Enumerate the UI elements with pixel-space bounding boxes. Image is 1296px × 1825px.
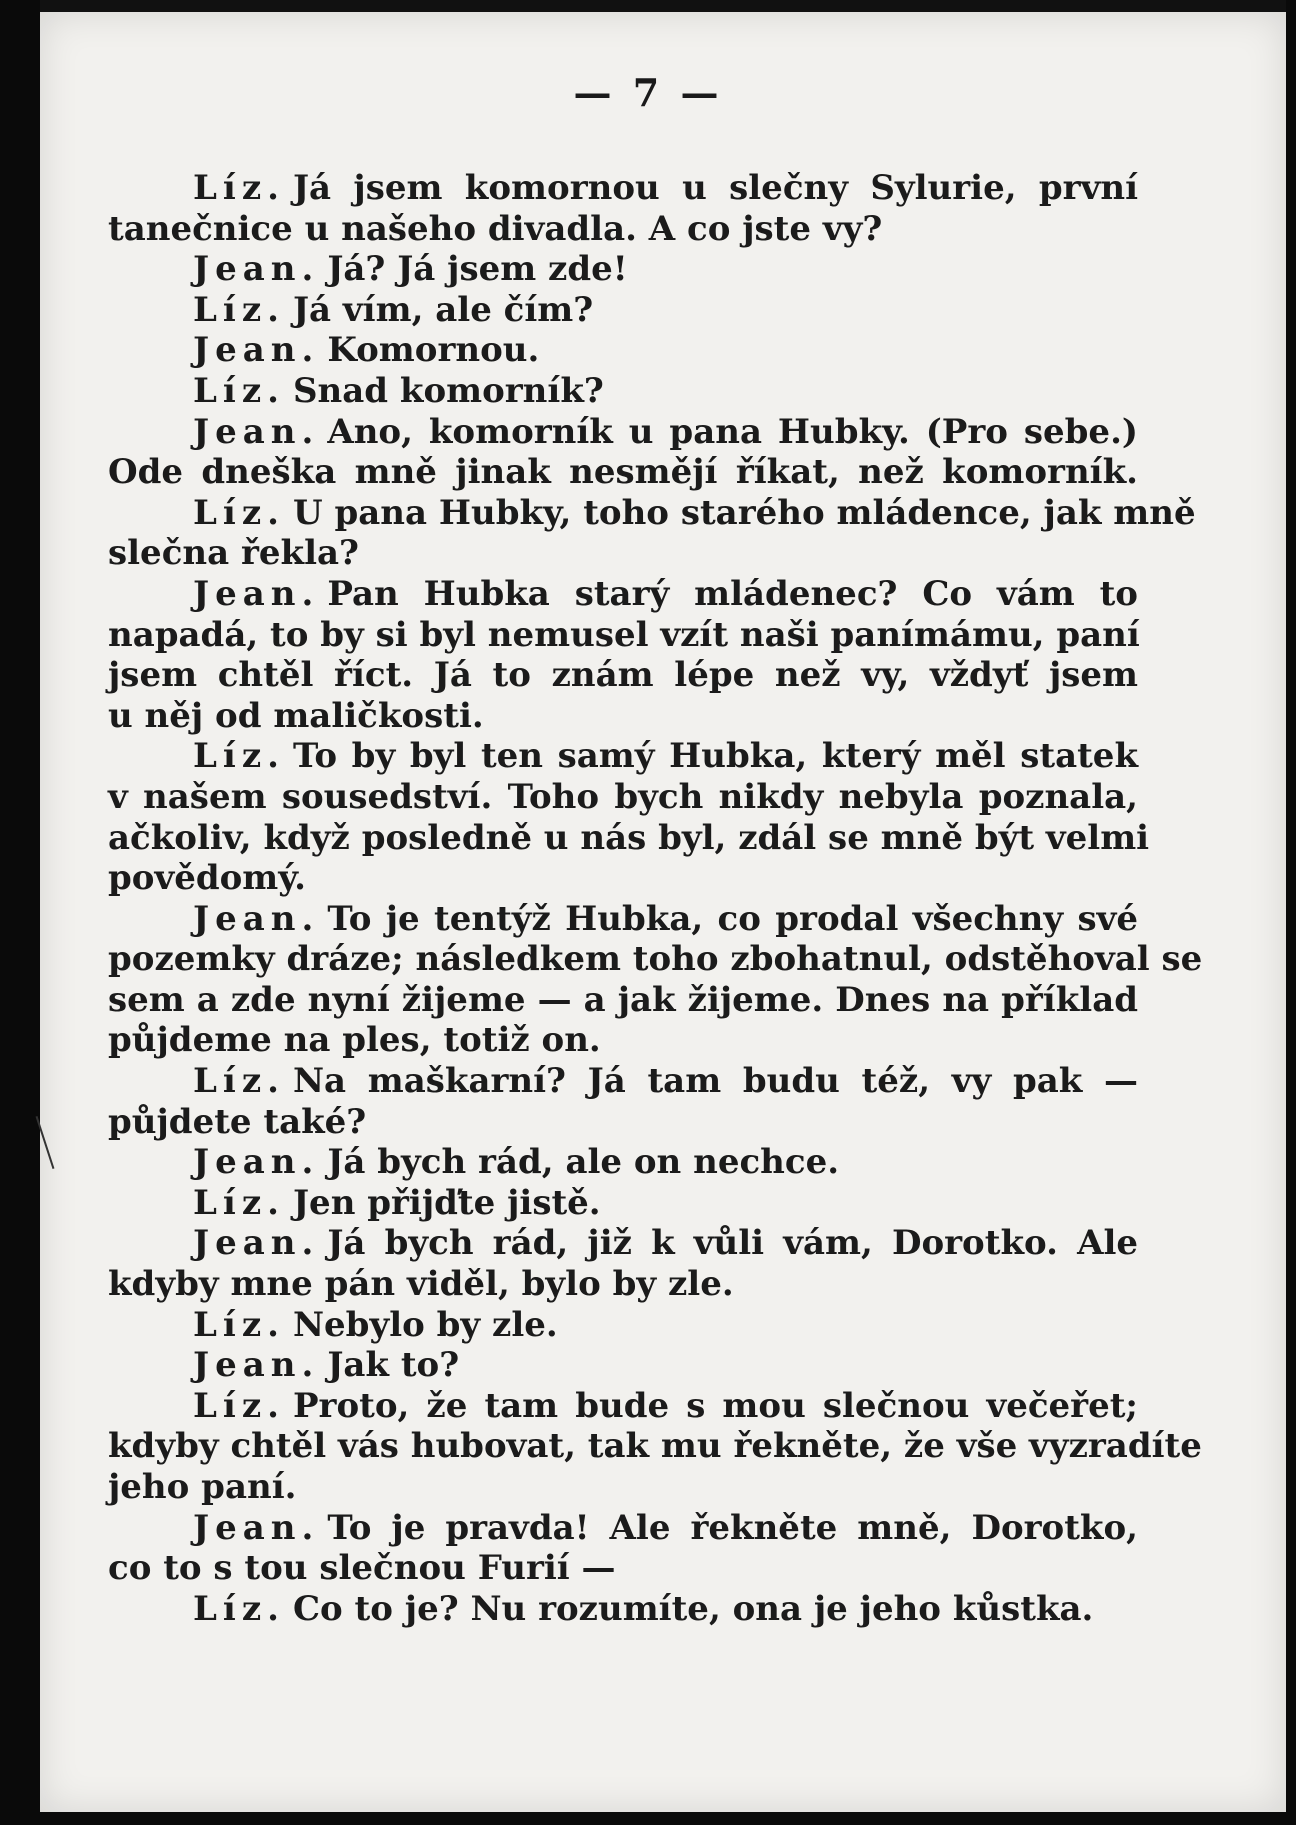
line-text: půjdeme na ples, totiž on. — [108, 1020, 601, 1061]
speaker-label: Jean. — [193, 898, 320, 939]
line-text: Ano, komorník u pana Hubky. (Pro sebe.) — [327, 411, 1138, 452]
line-text: Proto, že tam bude s mou slečnou večeřet; — [292, 1385, 1138, 1426]
speaker-label: Líz. — [193, 1385, 285, 1426]
speaker-label: Jean. — [193, 1345, 320, 1386]
text-line — [108, 209, 1138, 250]
speaker-label: Líz. — [193, 1182, 285, 1223]
page-number: — 7 — — [573, 70, 723, 115]
line-text: Komornou. — [327, 330, 540, 371]
line-text: napadá, to by si byl nemusel vzít naši panímámu, paní — [108, 614, 1140, 655]
text-line — [108, 736, 1138, 777]
line-text: Ode dneška mně jinak nesmějí říkat, než komorník. — [108, 452, 1138, 493]
line-text: Nebylo by zle. — [292, 1304, 558, 1345]
text-line — [108, 412, 1138, 453]
text-line — [108, 371, 1138, 412]
text-line — [108, 168, 1138, 209]
speaker-label: Líz. — [193, 736, 285, 777]
line-text: Pan Hubka starý mládenec? Co vám to — [327, 573, 1138, 614]
line-text: U pana Hubky, toho starého mládence, jak mně — [292, 492, 1196, 533]
line-text: pozemky dráze; následkem toho zbohatnul, odstěhoval se — [108, 939, 1203, 980]
line-text: jsem chtěl říct. Já to znám lépe než vy, vždyť jsem — [108, 655, 1138, 696]
text-line — [108, 1183, 1138, 1224]
text-line — [108, 655, 1138, 696]
speaker-label: Líz. — [193, 289, 285, 330]
line-text: To je tentýž Hubka, co prodal všechny své — [327, 898, 1138, 939]
text-line — [108, 1061, 1138, 1102]
line-text: Jak to? — [327, 1345, 460, 1386]
text-line — [108, 330, 1138, 371]
speaker-label: Jean. — [193, 1223, 320, 1264]
line-text: slečna řekla? — [108, 533, 359, 574]
text-line — [108, 817, 1150, 859]
line-text: Já bych rád, ale on nechce. — [327, 1142, 840, 1183]
text-line — [108, 1426, 1202, 1467]
line-text: co to s tou slečnou Furií — — [108, 1548, 616, 1589]
text-line — [108, 574, 1138, 615]
text-line — [108, 249, 1138, 290]
text-line — [108, 696, 1138, 737]
line-text: Snad komorník? — [292, 370, 604, 411]
line-text: To by byl ten samý Hubka, který měl statek — [292, 736, 1138, 777]
line-text: tanečnice u našeho divadla. A co jste vy? — [108, 208, 883, 249]
text-line — [108, 1508, 1138, 1549]
scan-border-right — [1286, 0, 1296, 1825]
text-line — [108, 980, 1138, 1021]
speaker-label: Líz. — [193, 168, 285, 208]
line-text: jeho paní. — [108, 1467, 297, 1507]
speaker-label: Líz. — [193, 370, 285, 411]
text-line — [108, 777, 1138, 818]
text-line — [108, 1020, 1138, 1061]
speaker-label: Líz. — [193, 1304, 285, 1345]
line-text: Jen přijďte jistě. — [292, 1182, 601, 1223]
text-line — [108, 1223, 1138, 1264]
text-line — [108, 492, 1196, 534]
speaker-label: Líz. — [193, 1061, 285, 1102]
line-text: Já vím, ale čím? — [292, 289, 594, 330]
text-line — [108, 1102, 1138, 1143]
line-text: Co to je? Nu rozumíte, ona je jeho kůstka. — [292, 1588, 1094, 1629]
speaker-label: Jean. — [193, 411, 320, 452]
text-line — [108, 899, 1138, 940]
speaker-label: Jean. — [193, 573, 320, 614]
text-line — [108, 1548, 1138, 1589]
text-line — [108, 1589, 1138, 1630]
text-line — [108, 1142, 1138, 1183]
line-text: Já? Já jsem zde! — [327, 249, 628, 290]
text-line — [108, 290, 1138, 331]
text-line — [108, 939, 1203, 980]
text-line — [108, 452, 1138, 493]
line-text: ačkoliv, když posledně u nás byl, zdál se mně být velmi — [108, 817, 1150, 858]
line-text: Já jsem komornou u slečny Sylurie, první — [292, 168, 1138, 208]
text-line — [108, 1386, 1138, 1427]
line-text: To je pravda! Ale řekněte mně, Dorotko, — [327, 1507, 1138, 1548]
text-line — [108, 1264, 1138, 1305]
line-text: kdyby mne pán viděl, bylo by zle. — [108, 1264, 734, 1305]
line-text: kdyby chtěl vás hubovat, tak mu řekněte, že vše vyzradíte — [108, 1426, 1202, 1467]
line-text: povědomý. — [108, 858, 306, 899]
speaker-label: Líz. — [193, 492, 285, 533]
speaker-label: Jean. — [193, 1507, 320, 1548]
line-text: půjdete také? — [108, 1101, 367, 1142]
text-line — [108, 615, 1138, 656]
text-line — [108, 1345, 1138, 1386]
text-line — [108, 1305, 1138, 1346]
line-text: Já bych rád, již k vůli vám, Dorotko. Ale — [327, 1223, 1138, 1264]
dialogue-text — [108, 168, 1203, 1629]
line-text: u něj od maličkosti. — [108, 695, 484, 736]
line-text: v našem sousedství. Toho bych nikdy nebyla poznala, — [108, 776, 1138, 817]
speaker-label: Jean. — [193, 1142, 320, 1183]
text-line — [108, 533, 1138, 574]
scan-border-bottom — [0, 1812, 1296, 1825]
speaker-label: Jean. — [193, 249, 320, 290]
text-line — [108, 858, 1138, 899]
speaker-label: Líz. — [193, 1588, 285, 1629]
line-text: sem a zde nyní žijeme — a jak žijeme. Dnes na příklad — [108, 979, 1138, 1020]
text-line — [108, 1467, 1138, 1508]
speaker-label: Jean. — [193, 330, 320, 371]
line-text: Na maškarní? Já tam budu též, vy pak — — [292, 1061, 1138, 1102]
scan-border-left — [0, 0, 40, 1825]
